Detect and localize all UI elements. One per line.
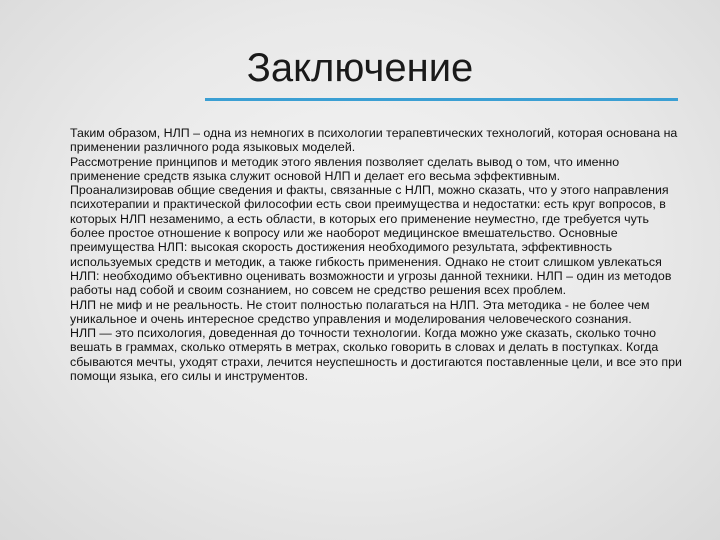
title-underline	[205, 98, 678, 101]
paragraph-5: НЛП — это психология, доведенная до точности технологии. Когда можно уже сказать, сколько точно вешать в граммах, сколько отмерять в метрах, сколько говорить в словах и делать в поступках. Когда сбываются мечты, уходят страхи, лечится неуспешность и достигаются поставленные цели, и все это при помощи языка, его силы и инструментов.	[70, 326, 682, 384]
slide-title	[0, 40, 720, 96]
paragraph-1: Таким образом, НЛП – одна из немногих в психологии терапевтических технологий, которая основана на применении различного рода языковых моделей.	[70, 126, 678, 155]
paragraph-2: Рассмотрение принципов и методик этого явления позволяет сделать вывод о том, что именно применение средств языка служит основой НЛП и делает его весьма эффективным.	[70, 154, 620, 183]
slide-body	[70, 126, 682, 383]
slide-title-text: Заключение	[246, 46, 474, 90]
paragraph-4: НЛП не миф и не реальность. Не стоит полностью полагаться на НЛП. Эта методика - не более чем уникальное и очень интересное средство управления и моделирования человеческого сознания.	[70, 297, 650, 326]
paragraph-3: Проанализировав общие сведения и факты, связанные с НЛП, можно сказать, что у этого направления психотерапии и практической философии есть свои преимущества и недостатки: есть круг вопросов, в которых НЛП незаменимо, а есть области, в которых его применение неуместно, где требуется чуть более простое отношение к вопросу или же наоборот медицинское вмешательство. Основные преимущества НЛП: высокая скорость достижения необходимого результата, эффективность используемых средств и методик, а также гибкость применения. Однако не стоит слишком увлекаться НЛП: необходимо объективно оценивать возможности и угрозы данной техники. НЛП – один из методов работы над собой и своим сознанием, но совсем не средство решения всех проблем.	[70, 183, 672, 298]
